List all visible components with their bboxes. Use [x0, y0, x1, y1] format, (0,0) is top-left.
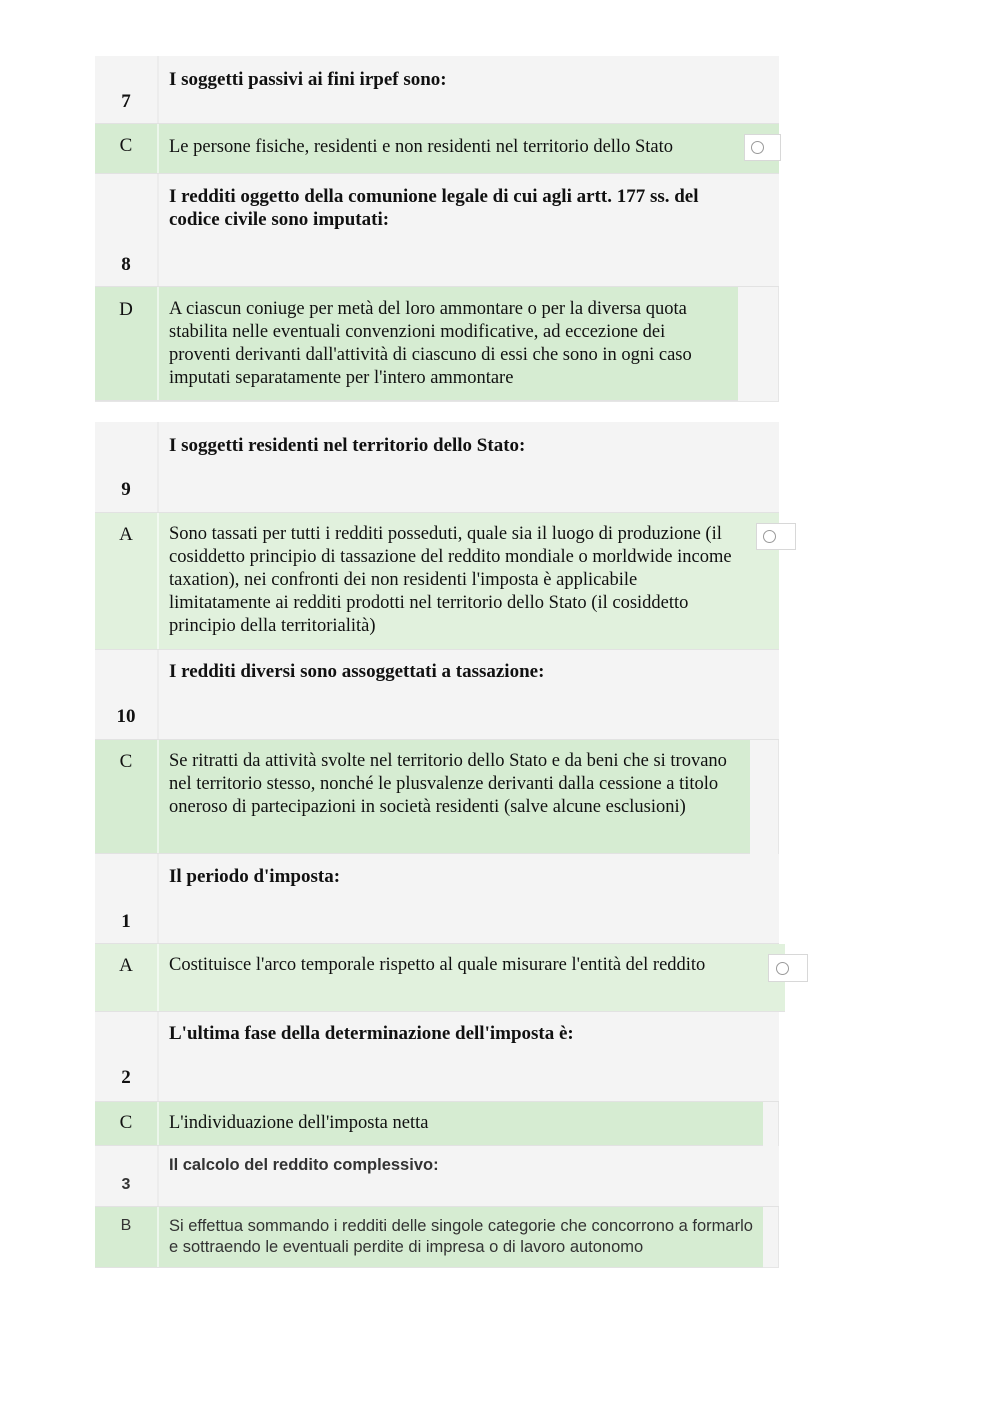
radio-button-icon[interactable] [763, 530, 776, 543]
answer-row-8 [95, 287, 738, 401]
answer-text: Se ritratti da attività svolte nel territorio dello Stato e da beni che si trovano nel territorio stesso, nonché le plusvalenze derivanti dalla cessione a titolo oneroso di partecipazioni in società residenti (salve alcune esclusioni) [169, 751, 727, 817]
question-number: 3 [121, 1176, 131, 1193]
question-number: 1 [121, 911, 131, 932]
question-text: I redditi oggetto della comunione legale di cui agli artt. 177 ss. del codice civile sono imputati: [169, 186, 699, 230]
question-row-8 [95, 174, 779, 287]
answer-radio-box[interactable] [744, 134, 781, 161]
answer-letter: D [119, 299, 133, 320]
answer-letter: C [119, 1112, 133, 1133]
answer-letter: B [120, 1217, 132, 1234]
question-number: 8 [121, 254, 131, 275]
answer-text: Le persone fisiche, residenti e non residenti nel territorio dello Stato [169, 137, 673, 157]
answer-row-3 [95, 1207, 763, 1268]
radio-button-icon[interactable] [776, 962, 789, 975]
answer-row-9 [95, 513, 779, 650]
answer-letter: C [119, 751, 133, 772]
question-text: L'ultima fase della determinazione dell'imposta è: [169, 1023, 574, 1044]
answer-text: L'individuazione dell'imposta netta [169, 1113, 429, 1133]
question-text: I redditi diversi sono assoggettati a tassazione: [169, 661, 545, 682]
answer-row-1 [95, 944, 785, 1012]
question-row-1 [95, 854, 779, 944]
answer-radio-box[interactable] [756, 523, 796, 550]
question-row-10 [95, 650, 779, 740]
radio-button-icon[interactable] [751, 141, 764, 154]
answer-letter: C [119, 135, 133, 156]
answer-row-7 [95, 124, 779, 174]
answer-radio-box[interactable] [768, 954, 808, 982]
answer-text: Costituisce l'arco temporale rispetto al quale misurare l'entità del reddito [169, 955, 706, 975]
question-number: 2 [121, 1067, 131, 1088]
question-text: Il periodo d'imposta: [169, 866, 341, 887]
answer-text: Si effettua sommando i redditi delle singole categorie che concorrono a formarlo e sottraendo le eventuali perdite di impresa o di lavoro autonomo [169, 1217, 753, 1256]
answer-letter: A [119, 955, 133, 976]
question-row-9 [95, 422, 779, 513]
question-row-7 [95, 56, 779, 124]
question-text: I soggetti passivi ai fini irpef sono: [169, 69, 447, 90]
answer-text: A ciascun coniuge per metà del loro ammontare o per la diversa quota stabilita nelle eventuali convenzioni modificative, ad eccezione dei proventi derivanti dall'attività di ciascuno di essi che sono in ogni caso imputati separatamente per l'intero ammontare [169, 299, 692, 388]
question-number: 10 [116, 706, 136, 727]
answer-letter: A [119, 524, 133, 545]
question-number: 9 [121, 479, 131, 500]
question-number: 7 [121, 91, 131, 112]
answer-text: Sono tassati per tutti i redditi posseduti, quale sia il luogo di produzione (il cosiddetto principio di tassazione del reddito mondiale o morldwide income taxation), nei confronti dei non residenti l'imposta è applicabile limitatamente ai redditi prodotti nel territorio dello Stato (il cosiddetto principio della territorialità) [169, 524, 732, 636]
question-row-3 [95, 1146, 779, 1207]
answer-row-10 [95, 740, 750, 854]
question-row-2 [95, 1012, 779, 1102]
question-text: I soggetti residenti nel territorio dello Stato: [169, 435, 526, 456]
answer-row-2 [95, 1102, 763, 1146]
question-text: Il calcolo del reddito complessivo: [169, 1156, 439, 1174]
